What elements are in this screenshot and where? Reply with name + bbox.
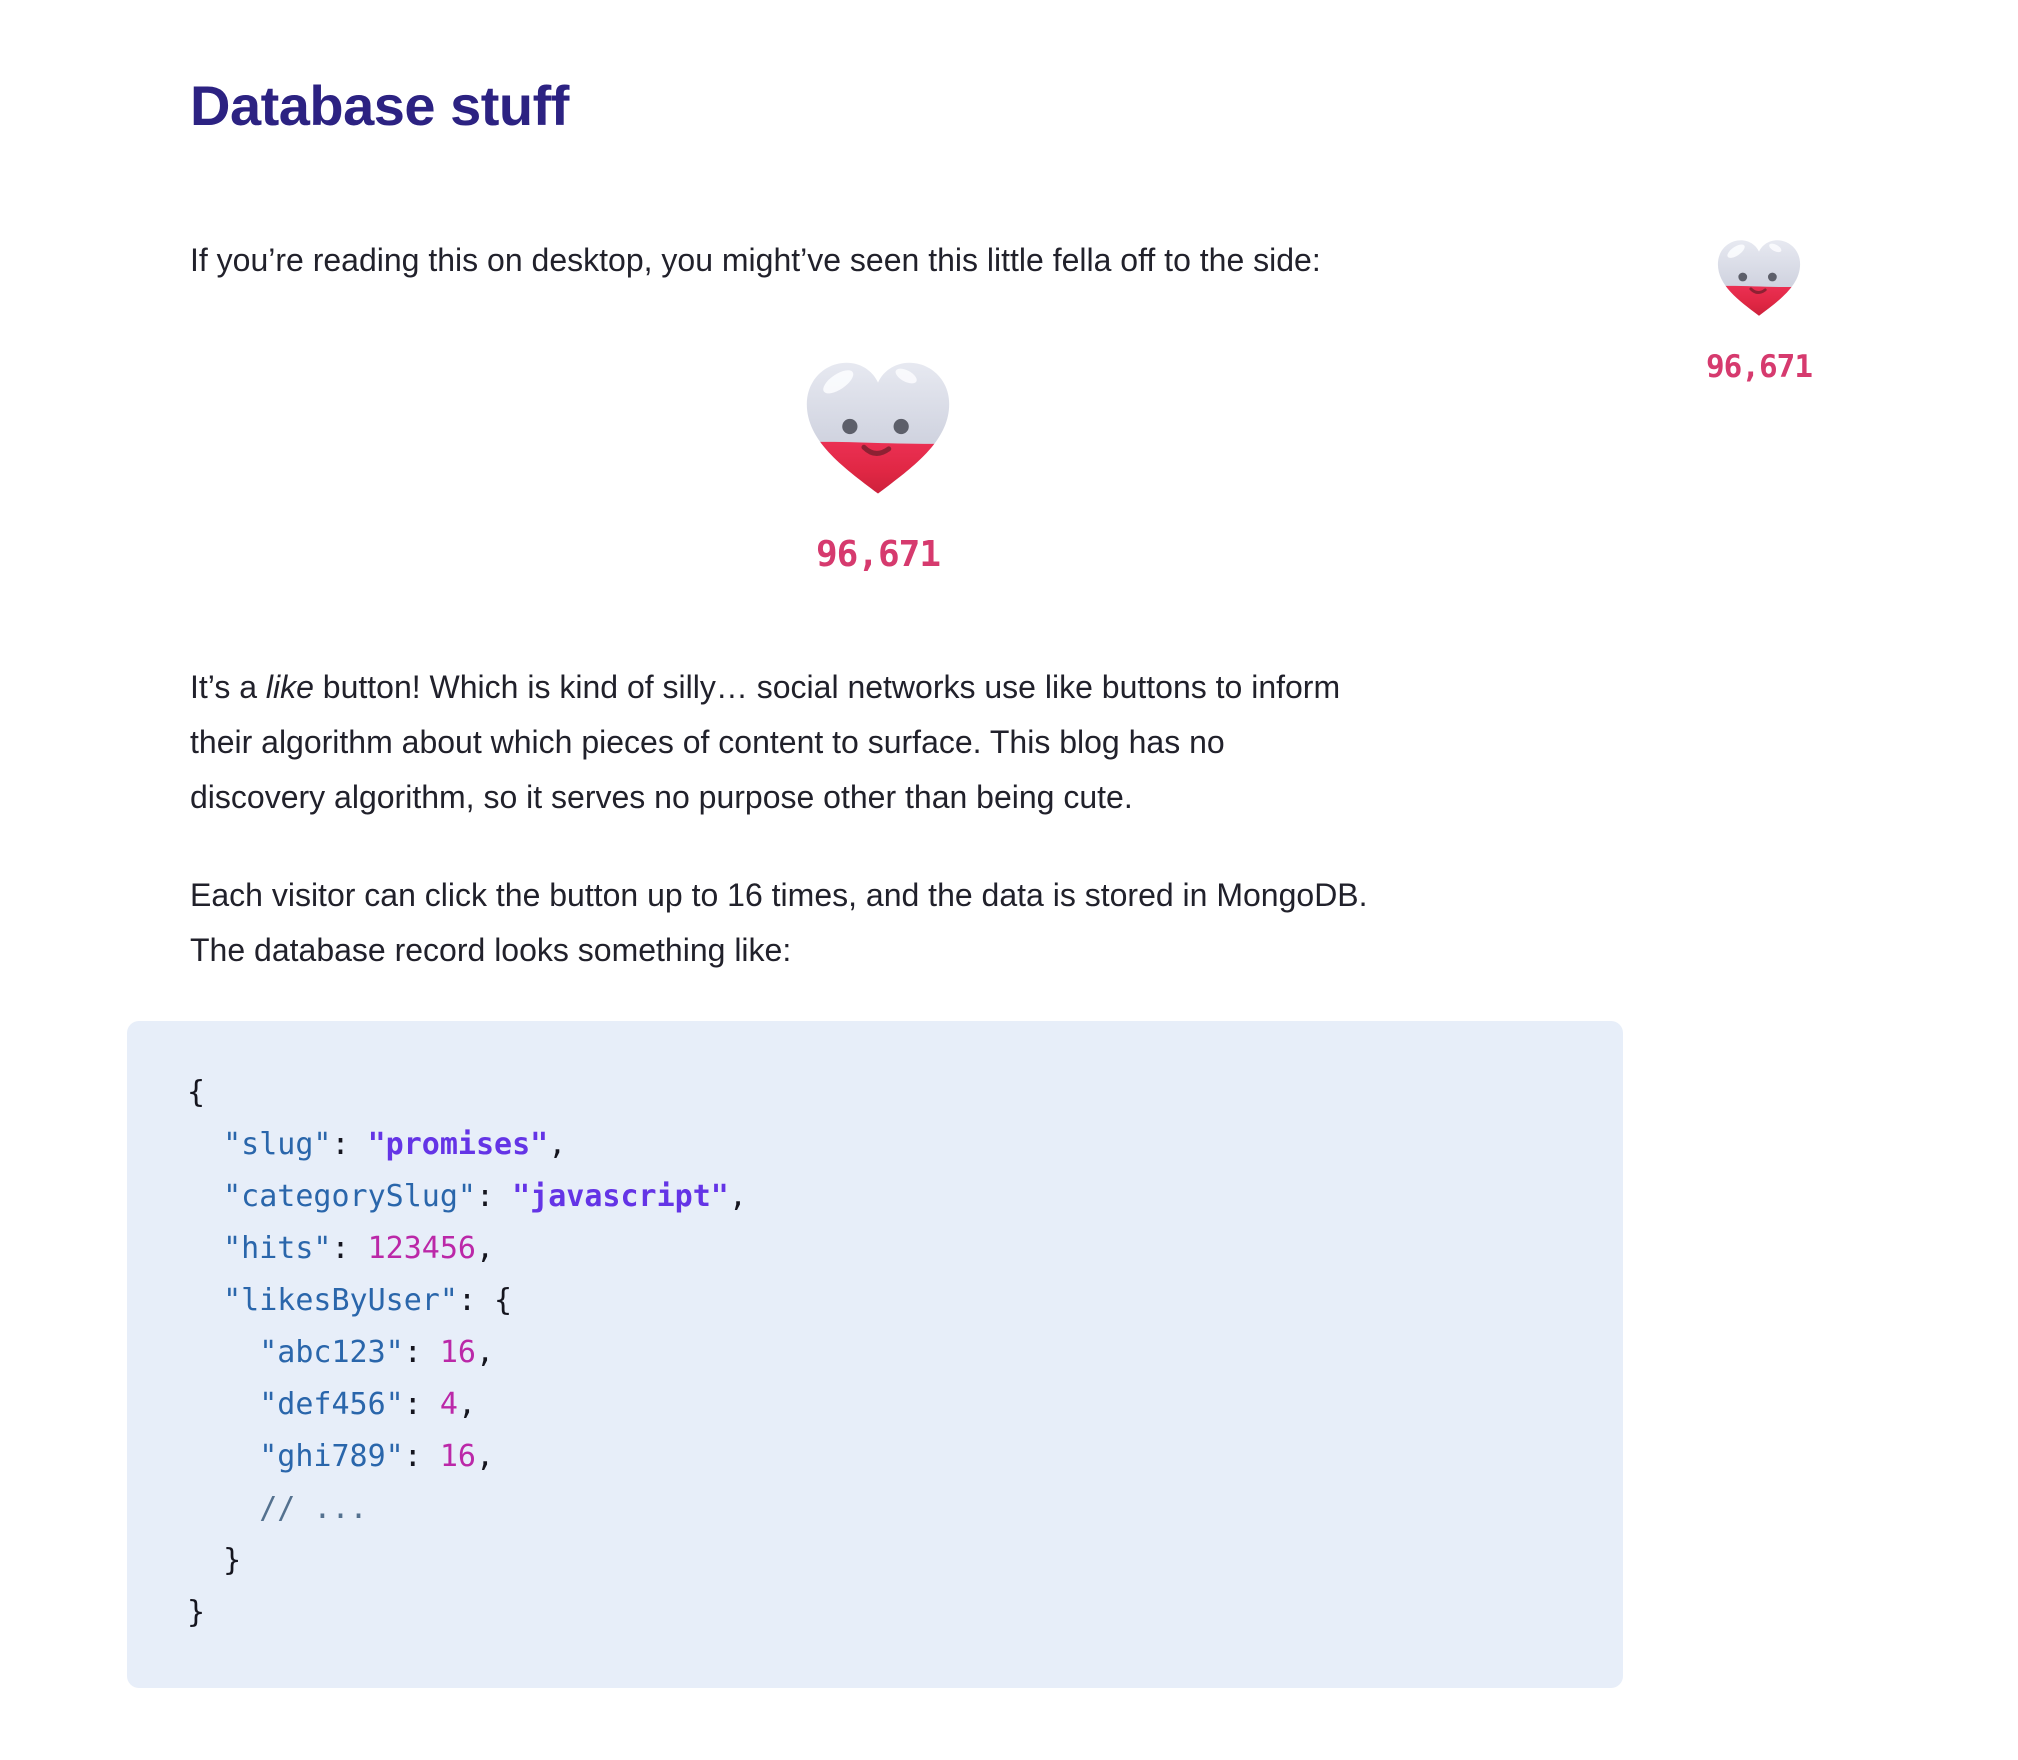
heart-face-like-icon <box>1711 234 1807 320</box>
like-button-side[interactable] <box>1711 234 1807 320</box>
intro-paragraph <box>190 233 1580 288</box>
silly-line-2: their algorithm about which pieces of content to surface. This blog has no <box>190 724 1225 760</box>
code-block <box>127 1021 1623 1688</box>
like-button[interactable] <box>795 352 961 501</box>
mongo-paragraph <box>190 868 1580 978</box>
mongo-line-2: The database record looks something like: <box>190 932 792 968</box>
intro-line: If you’re reading this on desktop, you might’ve seen this little fella off to the side: <box>190 242 1321 278</box>
silly-paragraph <box>190 660 1580 825</box>
like-count-side: 96,671 <box>1706 349 1812 385</box>
code-content: { "slug": "promises", "categorySlug": "javascript", "hits": 123456, "likesByUser": { "abc123": 16, "def456": 4, "ghi789": 16, // ... } } <box>187 1075 747 1630</box>
heart-face-like-icon <box>795 352 961 501</box>
silly-line-3: discovery algorithm, so it serves no purpose other than being cute. <box>190 779 1133 815</box>
like-widget-main <box>795 352 961 575</box>
like-count: 96,671 <box>815 534 941 575</box>
mongo-line-1: Each visitor can click the button up to 16 times, and the data is stored in MongoDB. <box>190 877 1368 913</box>
page-title: Database stuff <box>190 74 569 137</box>
emphasis-like: like <box>265 669 314 705</box>
silly-line-1: It’s a like button! Which is kind of silly… social networks use like buttons to inform <box>190 669 1341 705</box>
like-widget-side <box>1700 234 1818 385</box>
